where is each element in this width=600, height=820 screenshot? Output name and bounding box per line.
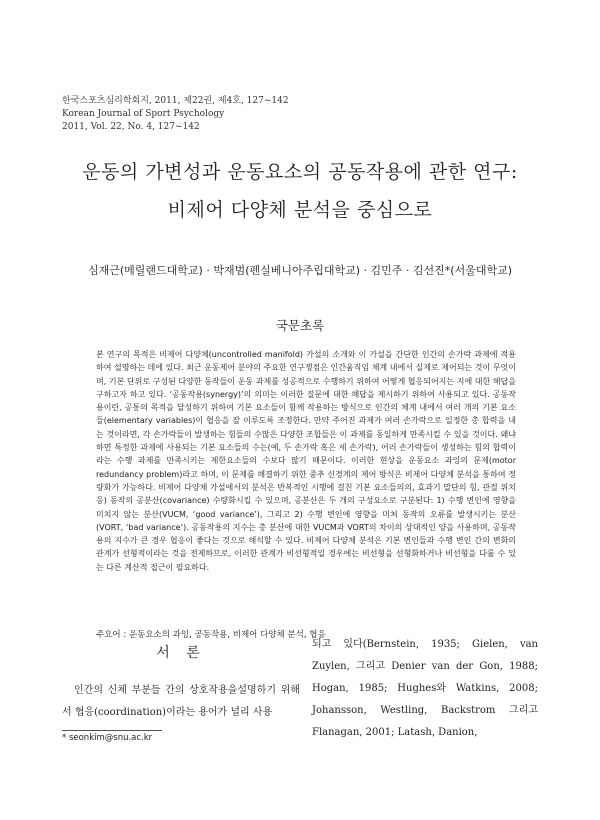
keywords: 주요어 : 운동요소의 과잉, 공동작용, 비제어 다양체 분석, 협응 (96, 630, 326, 640)
journal-citation (62, 95, 289, 134)
journal-line-english: Korean Journal of Sport Psychology (62, 109, 225, 119)
abstract-heading: 국문초록 (275, 318, 325, 333)
journal-line-korean: 한국스포츠심리학회지, 2011, 제22권, 제4호, 127~142 (62, 96, 289, 106)
footnote-divider (62, 730, 162, 731)
section-title-introduction: 서 론 (156, 645, 206, 661)
paper-title-line-2: 비제어 다양체 분석을 중심으로 (167, 199, 433, 221)
journal-line-volume: 2011, Vol. 22, No. 4, 127~142 (62, 122, 200, 132)
paper-title-line-1: 운동의 가변성과 운동요소의 공동작용에 관한 연구: (82, 161, 518, 183)
abstract-text: 본 연구의 목적은 비제어 다양체(uncontrolled manifold) 가설의 소개와 이 가설을 간단한 인간의 손가락 과제에 적용하여 설명하는 데에 있다. 최근 운동제어 분야의 주요한 연구쟁점은 인간움직임 체계 내에서 실제로 제어되는 것이 무엇이며, 기본 단위로 구성된 다양한 동작들이 운동 과제를 성공적으로 수행하기 위하여 어떻게 협응되어지는 지에 대한 해답을 구하고자 하고 있다. ‘공동작용(synergy)’의 의미는 이러한 질문에 대한 해답을 제시하기 위하여 사용되고 있다. 공동작용이란, 공통의 목적을 달성하기 위하여 기본 요소들이 함께 작용하는 방식으로 인간의 체계 내에서 여러 개의 기본 요소들(elementary variables)이 협응을 잘 이루도록 조정한다. 만약 주어진 과제가 여러 손가락으로 일정한 총 합력을 내는 것이라면, 각 손가락들이 발생하는 힘들의 수많은 다양한 조합들은 이 과제를 동일하게 만족시킬 수 있을 것이다. 왜냐하면 특정한 과제에 사용되는 기본 요소들의 수는(예, 두 손가락 혹은 세 손가락), 어러 손가락들이 생성하는 힘의 합력이라는 수행 과제를 만족시키는 제한요소들의 수보다 많기 때문이다. 이러한 현상을 운동요소 과잉의 문제(motor redundancy problem)라고 하며, 이 문제를 해결하기 위한 중추 신경계의 제어 방식은 비제어 다양체 분석을 통하여 정량화가 가능하다. 비제어 다양체 가설에서의 분석은 반복적인 시행에 걸친 기본 요소들의의, 효과기 말단의 힘, 관절 위치 등) 동작의 공분산(covariance) 수량화시킬 수 있으며, 공분산은 두 개의 구성요소로 구분된다: 1) 수행 변인에 영향을 미치지 않는 분산(VUCM, ‘good variance’), 그리고 2) 수행 변인에 영향을 미쳐 동작의 오류를 발생시키는 분산(VORT, ‘bad variance’). 공동작용의 지수는 총 분산에 대한 VUCM과 VORT의 차이의 상대적인 양을 사용하며, 공동작용의 지수가 큰 경우 협응이 좋다는 것으로 해석할 수 있다. 비제어 다양체 분석은 기본 변인들과 수행 변인 간의 변화의 관계가 선형적이라는 것을 전제하므로, 이러한 관계가 비선형적일 경우에는 비선형을 선형화하거나 비선형을 다룰 수 있는 다른 계산적 접근이 필요하다. (96, 350, 516, 572)
left-column (62, 640, 300, 724)
author-list: 심재근(메릴랜드대학교) · 박재범(펜실베니아주립대학교) · 김민주 · 김선진*(서울대학교) (88, 264, 512, 277)
introduction-paragraph: 인간의 신체 부분들 간의 상호작용을설명하기 위해서 협응(coordination)이라는 용어가 널리 사용 (62, 685, 300, 718)
right-column-text: 되고 있다(Bernstein, 1935; Gielen, van Zuylen, 그리고 Denier van der Gon, 1988; Hogan, 1985; Hughes와 Watkins, 2008; Johansson, Westling, Backstrom 그리고 Flanagan, 2001; Latash, Danion, (312, 639, 538, 738)
footnote-email: * seonkim@snu.ac.kr (62, 733, 153, 743)
